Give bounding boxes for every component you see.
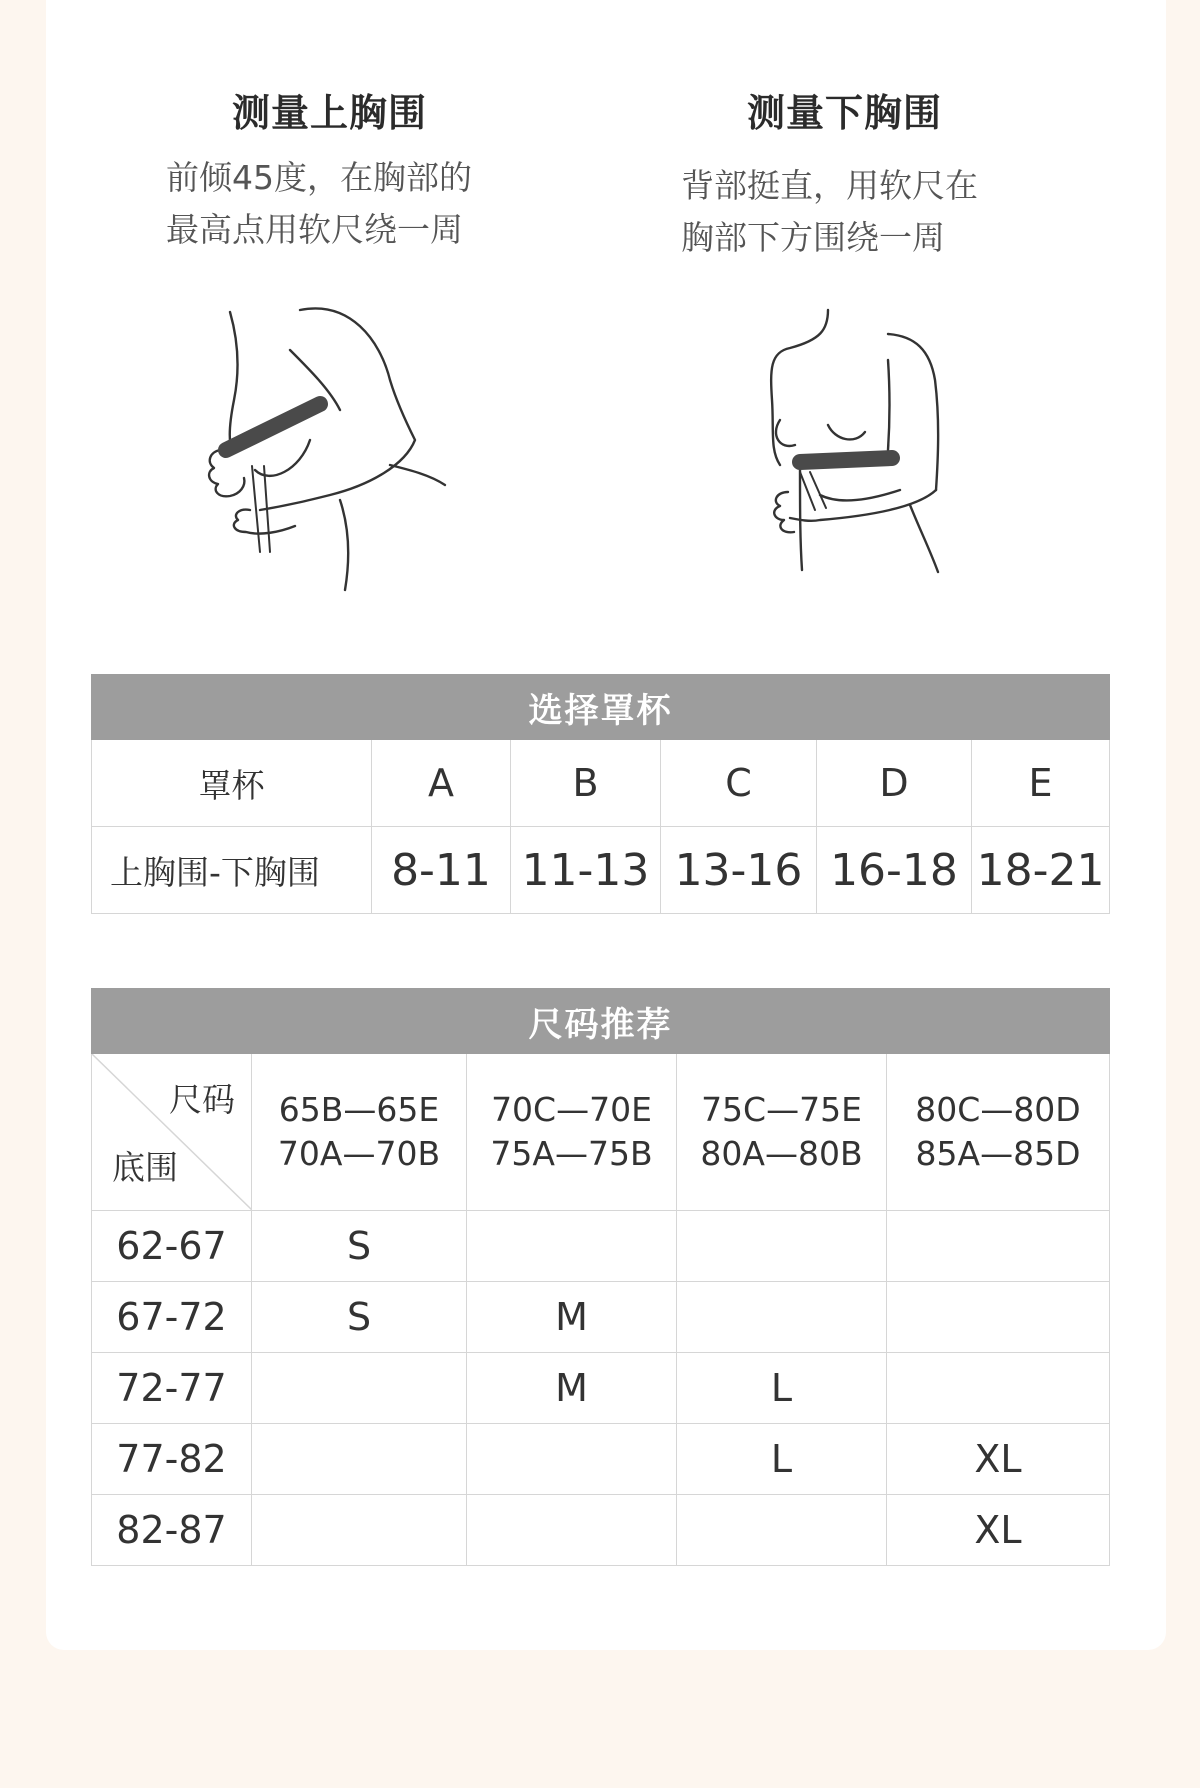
- table-row: [92, 1424, 1110, 1495]
- size-cell: M: [467, 1282, 677, 1353]
- band-label: 82-87: [92, 1495, 252, 1566]
- table-row: [92, 1353, 1110, 1424]
- size-cell: [887, 1211, 1110, 1282]
- size-cell: S: [252, 1211, 467, 1282]
- cup-d: D: [817, 740, 972, 827]
- range-b: 11-13: [511, 827, 661, 914]
- size-cell: [677, 1211, 887, 1282]
- cup-row-label: 罩杯: [92, 740, 372, 827]
- size-cell: [677, 1495, 887, 1566]
- size-table: [91, 988, 1110, 1566]
- size-cell: [467, 1495, 677, 1566]
- size-cell: [252, 1495, 467, 1566]
- measure-lower-desc-line2: 胸部下方围绕一周: [681, 218, 945, 257]
- table-row: [92, 1282, 1110, 1353]
- cup-table: [91, 674, 1110, 914]
- size-cell: M: [467, 1353, 677, 1424]
- range-c: 13-16: [661, 827, 817, 914]
- size-cell: [252, 1353, 467, 1424]
- size-cell: L: [677, 1353, 887, 1424]
- size-cell: [467, 1211, 677, 1282]
- measure-upper-desc-line1: 前倾45度，在胸部的: [166, 158, 472, 197]
- band-label: 72-77: [92, 1353, 252, 1424]
- size-column-line1: 75C—75E: [701, 1090, 862, 1129]
- corner-cell: [92, 1054, 252, 1211]
- corner-size-label: 尺码: [169, 1080, 235, 1119]
- size-cell: [887, 1353, 1110, 1424]
- size-column-line1: 80C—80D: [915, 1090, 1081, 1129]
- table-row: [92, 1211, 1110, 1282]
- size-cell: [467, 1424, 677, 1495]
- size-cell: XL: [887, 1424, 1110, 1495]
- band-label: 77-82: [92, 1424, 252, 1495]
- size-cell: [677, 1282, 887, 1353]
- cup-b: B: [511, 740, 661, 827]
- size-column-header: [677, 1054, 887, 1211]
- size-column-line2: 80A—80B: [700, 1134, 863, 1173]
- size-column-line1: 65B—65E: [278, 1090, 440, 1129]
- size-column-header: [467, 1054, 677, 1211]
- size-column-header: [887, 1054, 1110, 1211]
- lower-bust-illustration: [740, 300, 960, 580]
- cup-a: A: [372, 740, 511, 827]
- upper-bust-illustration: [200, 300, 470, 600]
- table-row: [92, 1495, 1110, 1566]
- cup-table-title: 选择罩杯: [92, 675, 1110, 740]
- size-column-line1: 70C—70E: [491, 1090, 652, 1129]
- range-a: 8-11: [372, 827, 511, 914]
- size-cell: XL: [887, 1495, 1110, 1566]
- size-cell: S: [252, 1282, 467, 1353]
- range-e: 18-21: [972, 827, 1110, 914]
- size-column-line2: 85A—85D: [915, 1134, 1081, 1173]
- range-d: 16-18: [817, 827, 972, 914]
- band-label: 67-72: [92, 1282, 252, 1353]
- corner-band-label: 底围: [112, 1148, 178, 1187]
- cup-e: E: [972, 740, 1110, 827]
- size-cell: [252, 1424, 467, 1495]
- measure-lower-desc-line1: 背部挺直，用软尺在: [681, 166, 978, 205]
- measure-upper-desc-line2: 最高点用软尺绕一周: [166, 210, 463, 249]
- measure-upper-title: 测量上胸围: [232, 91, 428, 135]
- size-column-header: [252, 1054, 467, 1211]
- size-column-line2: 75A—75B: [490, 1134, 653, 1173]
- cup-c: C: [661, 740, 817, 827]
- size-cell: L: [677, 1424, 887, 1495]
- band-label: 62-67: [92, 1211, 252, 1282]
- size-cell: [887, 1282, 1110, 1353]
- size-column-line2: 70A—70B: [277, 1134, 441, 1173]
- difference-row-label: 上胸围-下胸围: [92, 827, 372, 914]
- measure-lower-title: 测量下胸围: [747, 91, 943, 135]
- size-table-title: 尺码推荐: [92, 989, 1110, 1054]
